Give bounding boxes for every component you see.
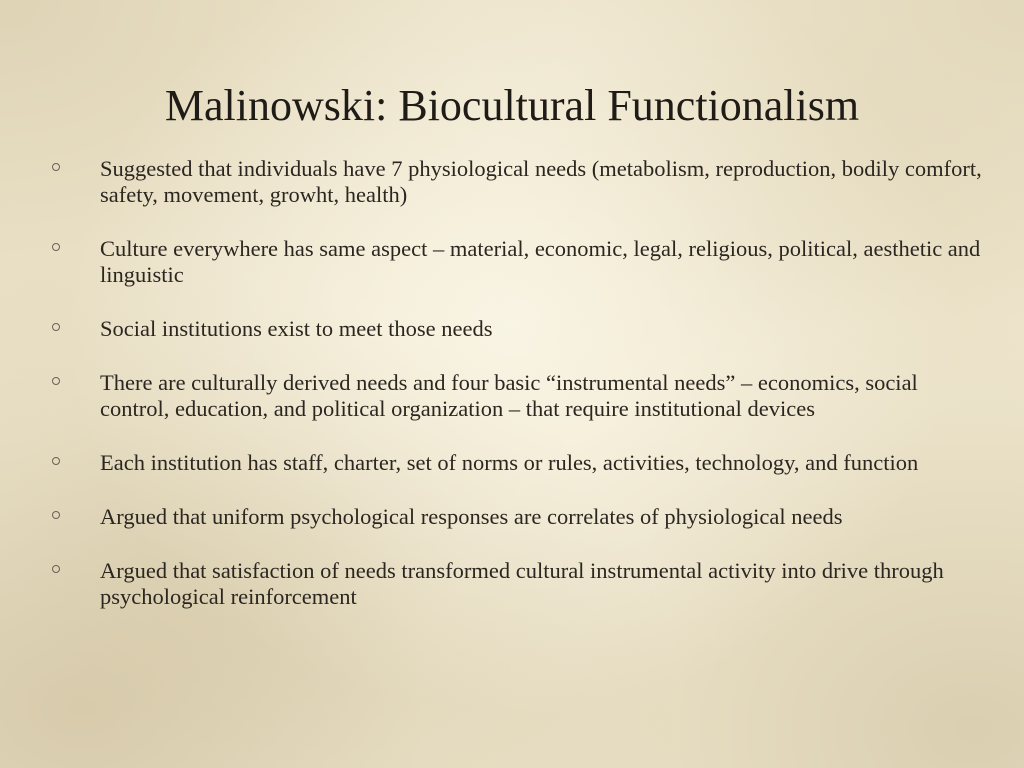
bullet-item xyxy=(52,370,982,422)
hollow-circle-bullet-icon xyxy=(52,163,60,171)
bullet-item xyxy=(52,504,982,530)
hollow-circle-bullet-icon xyxy=(52,511,60,519)
bullet-item xyxy=(52,316,982,342)
bullet-item xyxy=(52,236,982,288)
hollow-circle-bullet-icon xyxy=(52,565,60,573)
bullet-text: Culture everywhere has same aspect – material, economic, legal, religious, political, aesthetic and linguistic xyxy=(100,236,981,287)
bullet-text: Argued that satisfaction of needs transformed cultural instrumental activity into drive through psychological reinforcement xyxy=(100,558,944,609)
bullet-item xyxy=(52,450,982,476)
bullet-text: There are culturally derived needs and four basic “instrumental needs” – economics, social control, education, and political organization – that require institutional devices xyxy=(100,370,918,421)
bullet-item xyxy=(52,558,982,610)
bullet-list xyxy=(52,156,982,638)
bullet-text: Argued that uniform psychological responses are correlates of physiological needs xyxy=(100,504,843,529)
hollow-circle-bullet-icon xyxy=(52,323,60,331)
hollow-circle-bullet-icon xyxy=(52,457,60,465)
hollow-circle-bullet-icon xyxy=(52,243,60,251)
bullet-text: Suggested that individuals have 7 physiological needs (metabolism, reproduction, bodily comfort, safety, movement, growht, health) xyxy=(100,156,982,207)
bullet-text: Social institutions exist to meet those needs xyxy=(100,316,493,341)
hollow-circle-bullet-icon xyxy=(52,377,60,385)
bullet-item xyxy=(52,156,982,208)
slide-title: Malinowski: Biocultural Functionalism xyxy=(164,81,860,130)
bullet-text: Each institution has staff, charter, set of norms or rules, activities, technology, and function xyxy=(100,450,919,475)
